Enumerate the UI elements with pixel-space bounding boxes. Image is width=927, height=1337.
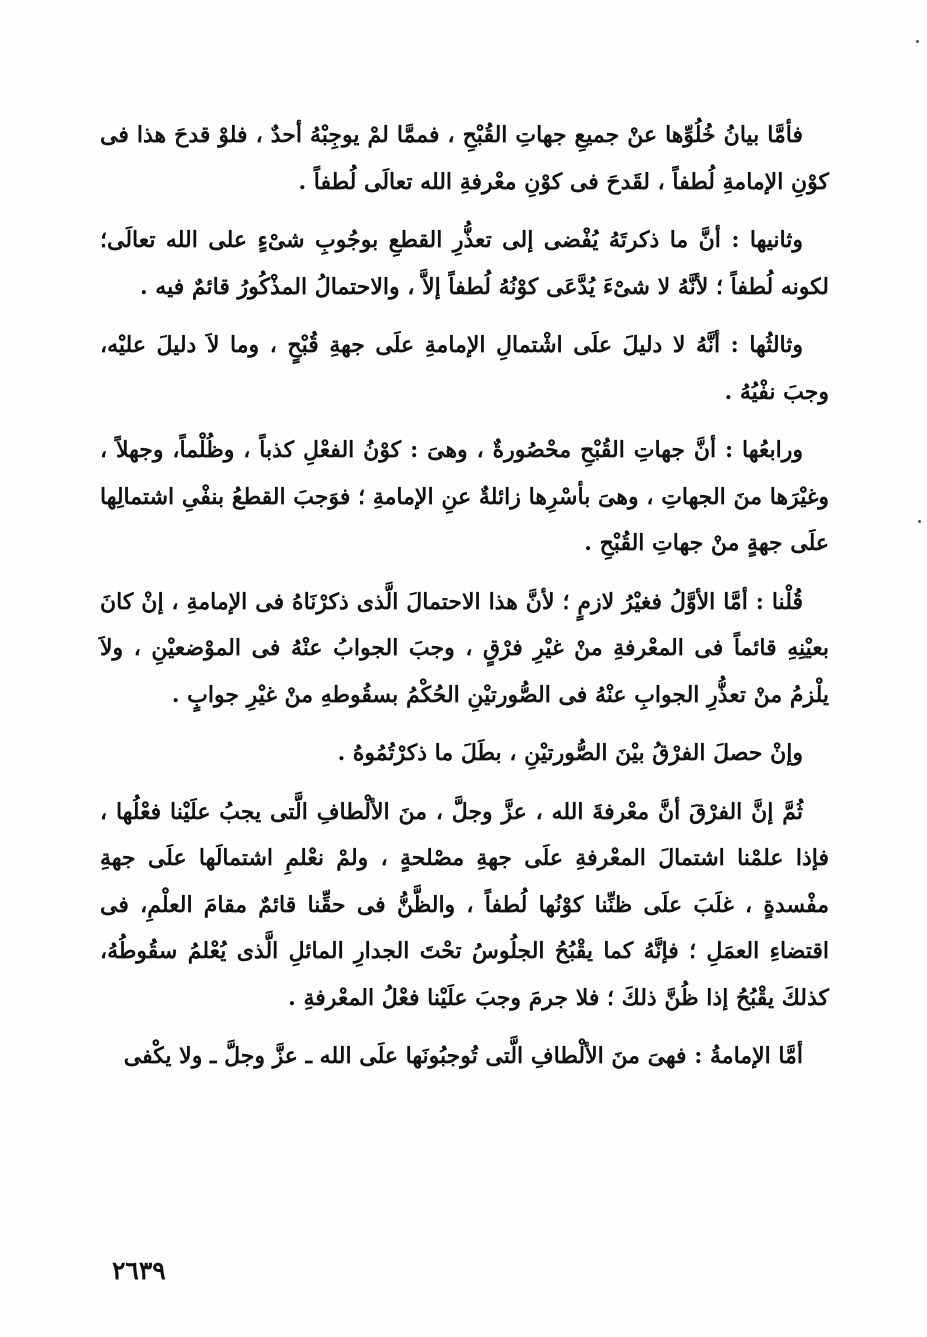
paragraph-2: وثانيها : أنَّ ما ذكرتَهُ يُفْضى إلى تعذُّرِ القطعِ بوجُوبِ شىْءٍ على الله تعالَى؛ لكونه لُطفاً ؛ لأنَّهُ لا شىْءَ يُدَّعَى كوْنُهُ لُطفاً إلاَّ ، والاحتمالُ المذْكُورُ قائمٌ فيه . xyxy=(100,227,829,300)
paragraph-3: وثالثُها : أنَّهُ لا دليلَ علَى اشْتمالِ الإمامةِ علَى جهةِ قُبْحٍ ، وما لاَ دليلَ عليْه، وجبَ نفْيُهُ . xyxy=(100,332,829,405)
page-number: ٢٦٣٩ xyxy=(112,1256,166,1285)
scan-speck-top-right xyxy=(916,40,919,43)
paragraph-7: ثُمَّ إنَّ الفرْقَ أنَّ معْرفةَ الله ، عزَّ وجلَّ ، منَ الألْطافِ الَّتى يجبُ علَيْنا فعْلُها ، فإذا علمْنا اشتمالَ المعْرفةِ علَى جهةِ مصْلحةٍ ، ولمْ نعْلمِ اشتمالَها علَى جهةِ مفْسدةٍ ، غلَبَ علَى ظنِّنا كوْنُها لُطفاً ، والظَّنُّ فى حقِّنا قائمٌ مقامَ العلْمِ، فى اقتضاءِ العمَلِ ؛ فإنَّهُ كما يقْبُحُ الجلُوسُ تحْتَ الجدارِ المائلِ الَّذى يُعْلمُ سقُوطُهُ، كذلكَ يقْبُحُ إذا ظُنَّ ذلكَ ؛ فلا جرمَ وجبَ علَيْنا فعْلُ المعْرفةِ . xyxy=(100,798,829,1011)
paragraph-4: ورابعُها : أنَّ جهاتِ القُبْحِ محْصُورةٌ ، وهىَ : كوْنُ الفعْلِ كذباً ، وظُلْماً، وجهلاً ، وغيْرَها منَ الجهاتِ ، وهىَ بأسْرِها زائلةٌ عنِ الإمامةِ ؛ فوَجبَ القطعُ بنفْىِ اشتمالِها علَى جهةٍ منْ جهاتِ القُبْحِ . xyxy=(100,437,829,556)
paragraph-5: قُلْنا : أمَّا الأوَّلُ فغيْرُ لازمٍ ؛ لأنَّ هذا الاحتمالَ الَّذى ذكرْنَاهُ فى الإمامةِ ، إنْ كانَ بعيْنِهِ قائماً فى المعْرفةِ منْ غيْرِ فرْقٍ ، وجبَ الجوابُ عنْهُ فى الموْضعيْنِ ، ولاَ يلْزمُ منْ تعذُّرِ الجوابِ عنْهُ فى الصُّورتيْنِ الحُكْمُ بسقُوطهِ منْ غيْرِ جوابٍ . xyxy=(100,588,829,708)
body-text xyxy=(100,112,829,1080)
paragraph-8: أمَّا الإمامةُ : فهىَ منَ الألْطافِ الَّتى تُوجبُونَها علَى الله ـ عزَّ وجلَّ ـ ولا يكْفى xyxy=(123,1043,803,1069)
paragraph-1: فأمَّا بيانُ خُلُوِّها عنْ جميعِ جهاتِ القُبْحِ ، فممَّا لمْ يوجِبْهُ أحدٌ ، فلوْ قدحَ هذا فى كوْنِ الإمامةِ لُطفاً ، لقَدحَ فى كوْنِ معْرفةِ الله تعالَى لُطفاً . xyxy=(100,122,829,195)
paragraph-6: وإنْ حصلَ الفرْقُ بيْنَ الصُّورتيْنِ ، بطَلَ ما ذكرْتُمُوهُ . xyxy=(337,740,803,766)
scan-speck-right xyxy=(918,520,921,523)
